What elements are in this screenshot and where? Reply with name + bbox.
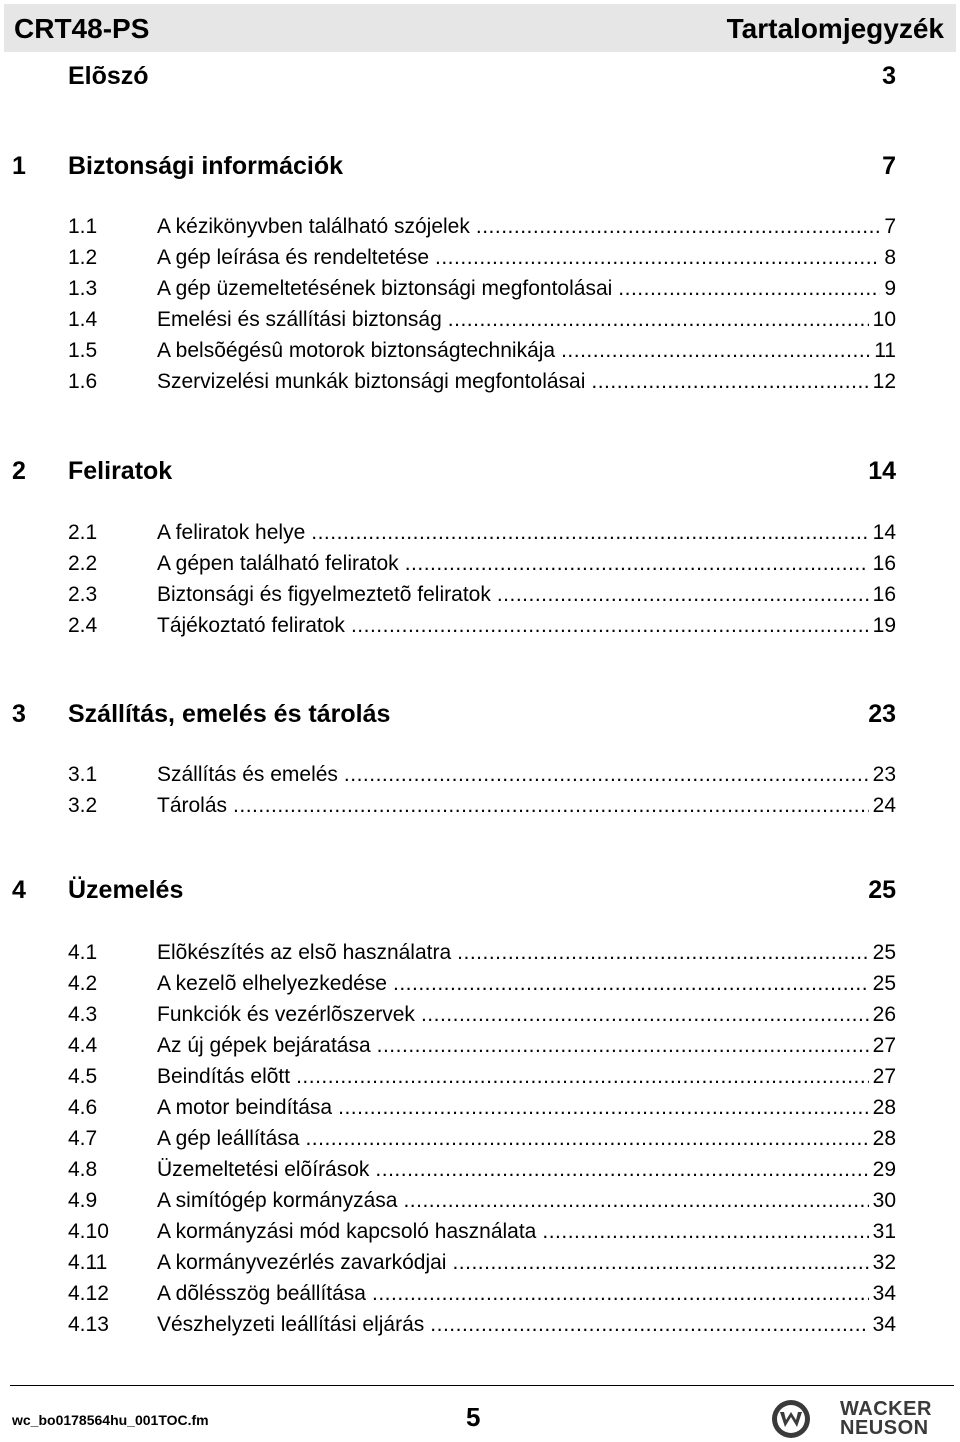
toc-entry-title: Tájékoztató feliratok: [157, 614, 345, 637]
toc-entry-line: [157, 1250, 896, 1276]
toc-entry-page: 12: [872, 370, 896, 393]
toc-entry-page: 14: [872, 521, 896, 544]
toc-entry[interactable]: [0, 551, 960, 577]
toc-entry[interactable]: [0, 793, 960, 819]
toc-entry-title: Vészhelyzeti leállítási eljárás: [157, 1313, 425, 1336]
toc-dot-leader: [403, 1188, 868, 1214]
document-model: CRT48-PS: [14, 13, 150, 44]
toc-entry-line: [157, 1281, 896, 1307]
toc-entry[interactable]: [0, 940, 960, 966]
brand-wordmark-line1: WACKER: [840, 1398, 932, 1420]
toc-entry-page: 30: [872, 1189, 896, 1212]
toc-entry-line: [157, 1188, 896, 1214]
toc-dot-leader: [305, 1126, 868, 1152]
toc-entry-page: 34: [872, 1282, 896, 1305]
toc-section-title: Szállítás, emelés és tárolás: [68, 700, 391, 728]
toc-section-title: Feliratok: [68, 457, 173, 485]
toc-entry-title: A gépen található feliratok: [157, 552, 399, 575]
wacker-neuson-logo: [770, 1398, 950, 1440]
toc-section-title: Elõszó: [68, 62, 149, 90]
toc-dot-leader: [377, 1033, 869, 1059]
toc-dot-leader: [430, 1312, 868, 1338]
toc-entry-page: 16: [872, 583, 896, 606]
brand-wordmark-line2: NEUSON: [840, 1417, 929, 1439]
toc-entry[interactable]: [0, 307, 960, 333]
toc-entry-line: [157, 214, 896, 240]
toc-entry-title: A kormányvezérlés zavarkódjai: [157, 1251, 447, 1274]
toc-entry-number: 2.2: [68, 552, 98, 575]
brand-wordmark: [840, 1400, 932, 1438]
toc-entry-number: 4.7: [68, 1127, 98, 1150]
toc-dot-leader: [542, 1219, 868, 1245]
toc-entry-line: [157, 369, 896, 395]
toc-entry[interactable]: [0, 1312, 960, 1338]
toc-entry[interactable]: [0, 214, 960, 240]
toc-entry-number: 4.12: [68, 1282, 109, 1305]
toc-entry-number: 4.6: [68, 1096, 98, 1119]
toc-dot-leader: [452, 1250, 868, 1276]
toc-entry-page: 7: [884, 215, 896, 238]
toc-entry-title: Szervizelési munkák biztonsági megfontolásai: [157, 370, 586, 393]
toc-entry-page: 16: [872, 552, 896, 575]
toc-entry-title: A kezelõ elhelyezkedése: [157, 972, 387, 995]
toc-dot-leader: [351, 613, 869, 639]
toc-entry-title: A gép leállítása: [157, 1127, 300, 1150]
toc-dot-leader: [344, 762, 869, 788]
toc-entry[interactable]: [0, 1095, 960, 1121]
toc-entry-line: [157, 1002, 896, 1028]
toc-entry-line: [157, 520, 896, 546]
toc-entry-title: Szállítás és emelés: [157, 763, 338, 786]
toc-entry-number: 4.8: [68, 1158, 98, 1181]
toc-entry-line: [157, 1033, 896, 1059]
toc-entry-page: 23: [872, 763, 896, 786]
toc-dot-leader: [405, 551, 869, 577]
toc-entry-number: 1.5: [68, 339, 98, 362]
toc-section-page: 23: [868, 700, 896, 728]
toc-entry-page: 19: [872, 614, 896, 637]
toc-entry-page: 11: [874, 339, 896, 362]
document-section-title: Tartalomjegyzék: [726, 13, 944, 44]
toc-entry-title: Beindítás elõtt: [157, 1065, 291, 1088]
toc-dot-leader: [591, 369, 868, 395]
toc-entry[interactable]: [0, 520, 960, 546]
toc-entry-line: [157, 1219, 896, 1245]
toc-entry-line: [157, 971, 896, 997]
toc-entry[interactable]: [0, 1250, 960, 1276]
toc-entry-page: 8: [884, 246, 896, 269]
toc-entry-title: A gép leírása és rendeltetése: [157, 246, 430, 269]
toc-dot-leader: [476, 214, 880, 240]
toc-entry-page: 10: [872, 308, 896, 331]
toc-entry-number: 4.9: [68, 1189, 98, 1212]
toc-entry-title: A kézikönyvben található szójelek: [157, 215, 470, 238]
toc-dot-leader: [421, 1002, 869, 1028]
toc-entry-title: Emelési és szállítási biztonság: [157, 308, 442, 331]
toc-section-4[interactable]: [0, 876, 960, 912]
toc-entry-title: A simítógép kormányzása: [157, 1189, 398, 1212]
toc-entry-page: 25: [872, 941, 896, 964]
toc-entry-page: 25: [872, 972, 896, 995]
toc-entry-number: 1.6: [68, 370, 98, 393]
toc-foreword[interactable]: [0, 62, 960, 98]
toc-entry[interactable]: [0, 582, 960, 608]
toc-dot-leader: [457, 940, 868, 966]
toc-section-page: 7: [882, 152, 896, 180]
toc-entry[interactable]: [0, 1064, 960, 1090]
toc-entry-number: 1.2: [68, 246, 98, 269]
toc-section-title: Biztonsági információk: [68, 152, 344, 180]
toc-entry-title: Az új gépek bejáratása: [157, 1034, 371, 1057]
toc-entry-line: [157, 1312, 896, 1338]
toc-entry-title: A kormányzási mód kapcsoló használata: [157, 1220, 537, 1243]
toc-entry[interactable]: [0, 1002, 960, 1028]
toc-entry-line: [157, 1095, 896, 1121]
toc-entry-page: 27: [872, 1034, 896, 1057]
toc-entry-page: 9: [884, 277, 896, 300]
toc-entry[interactable]: [0, 276, 960, 302]
page-header: [4, 4, 956, 52]
toc-entry[interactable]: [0, 1157, 960, 1183]
toc-section-3[interactable]: [0, 700, 960, 736]
toc-entry-number: 2.4: [68, 614, 98, 637]
toc-entry-page: 31: [872, 1220, 896, 1243]
toc-entry-line: [157, 793, 896, 819]
toc-entry[interactable]: [0, 971, 960, 997]
toc-entry-title: Tárolás: [157, 794, 228, 817]
footer-page-number: 5: [466, 1402, 481, 1432]
toc-entry-line: [157, 245, 896, 271]
toc-entry-number: 2.1: [68, 521, 98, 544]
toc-dot-leader: [233, 793, 869, 819]
toc-entry[interactable]: [0, 1219, 960, 1245]
toc-section-page: 14: [868, 457, 896, 485]
toc-entry-title: A belsõégésû motorok biztonságtechnikája: [157, 339, 556, 362]
toc-entry[interactable]: [0, 369, 960, 395]
toc-entry[interactable]: [0, 1033, 960, 1059]
toc-entry-number: 2.3: [68, 583, 98, 606]
toc-entry-page: 26: [872, 1003, 896, 1026]
toc-entry-number: 4.4: [68, 1034, 98, 1057]
footer-divider: [10, 1385, 954, 1386]
toc-dot-leader: [561, 338, 870, 364]
toc-entry-number: 4.1: [68, 941, 98, 964]
toc-entry[interactable]: [0, 1126, 960, 1152]
toc-entry-page: 24: [872, 794, 896, 817]
toc-entry-line: [157, 1126, 896, 1152]
toc-entry-page: 28: [872, 1096, 896, 1119]
toc-entry-line: [157, 1157, 896, 1183]
toc-entry-number: 1.4: [68, 308, 98, 331]
toc-dot-leader: [338, 1095, 869, 1121]
toc-section-number: 2: [12, 457, 26, 485]
toc-entry-number: 4.2: [68, 972, 98, 995]
toc-dot-leader: [375, 1157, 868, 1183]
toc-entry-page: 32: [872, 1251, 896, 1274]
toc-entry-title: Elõkészítés az elsõ használatra: [157, 941, 452, 964]
toc-entry-title: Biztonsági és figyelmeztetõ feliratok: [157, 583, 491, 606]
toc-entry-number: 4.10: [68, 1220, 109, 1243]
toc-entry-line: [157, 551, 896, 577]
toc-section-2[interactable]: [0, 457, 960, 493]
toc-entry-page: 34: [872, 1313, 896, 1336]
toc-entry-line: [157, 613, 896, 639]
toc-entry-number: 4.5: [68, 1065, 98, 1088]
toc-dot-leader: [618, 276, 880, 302]
toc-dot-leader: [311, 520, 868, 546]
wacker-neuson-emblem-icon: [770, 1398, 812, 1440]
toc-entry-title: A motor beindítása: [157, 1096, 333, 1119]
toc-entry-title: A feliratok helye: [157, 521, 306, 544]
toc-entry-number: 4.3: [68, 1003, 98, 1026]
toc-entry-number: 1.1: [68, 215, 98, 238]
toc-entry-title: Üzemeltetési elõírások: [157, 1158, 370, 1181]
toc-dot-leader: [393, 971, 869, 997]
toc-entry-number: 1.3: [68, 277, 98, 300]
toc-entry-page: 28: [872, 1127, 896, 1150]
footer-filename: wc_bo0178564hu_001TOC.fm: [12, 1412, 209, 1428]
toc-section-page: 25: [868, 876, 896, 904]
toc-entry[interactable]: [0, 245, 960, 271]
toc-entry[interactable]: [0, 762, 960, 788]
toc-entry-page: 27: [872, 1065, 896, 1088]
toc-dot-leader: [372, 1281, 869, 1307]
toc-entry-title: Funkciók és vezérlõszervek: [157, 1003, 415, 1026]
toc-entry-line: [157, 307, 896, 333]
toc-entry[interactable]: [0, 1281, 960, 1307]
toc-entry-title: A gép üzemeltetésének biztonsági megfontolásai: [157, 277, 613, 300]
toc-section-number: 4: [12, 876, 26, 904]
toc-section-1[interactable]: [0, 152, 960, 188]
toc-dot-leader: [448, 307, 869, 333]
toc-section-title: Üzemelés: [68, 876, 184, 904]
toc-entry[interactable]: [0, 613, 960, 639]
toc-section-number: 3: [12, 700, 26, 728]
toc-entry-title: A dõlésszög beállítása: [157, 1282, 366, 1305]
toc-entry[interactable]: [0, 338, 960, 364]
toc-entry-number: 4.13: [68, 1313, 109, 1336]
toc-entry-number: 3.1: [68, 763, 98, 786]
toc-entry-page: 29: [872, 1158, 896, 1181]
toc-section-number: 1: [12, 152, 26, 180]
toc-dot-leader: [497, 582, 869, 608]
toc-entry-line: [157, 338, 896, 364]
toc-dot-leader: [435, 245, 880, 271]
toc-entry[interactable]: [0, 1188, 960, 1214]
toc-entry-line: [157, 1064, 896, 1090]
toc-entry-line: [157, 276, 896, 302]
toc-entry-number: 3.2: [68, 794, 98, 817]
toc-section-page: 3: [882, 62, 896, 90]
toc-entry-line: [157, 762, 896, 788]
toc-dot-leader: [296, 1064, 869, 1090]
toc-entry-line: [157, 940, 896, 966]
toc-entry-number: 4.11: [68, 1251, 108, 1274]
toc-entry-line: [157, 582, 896, 608]
